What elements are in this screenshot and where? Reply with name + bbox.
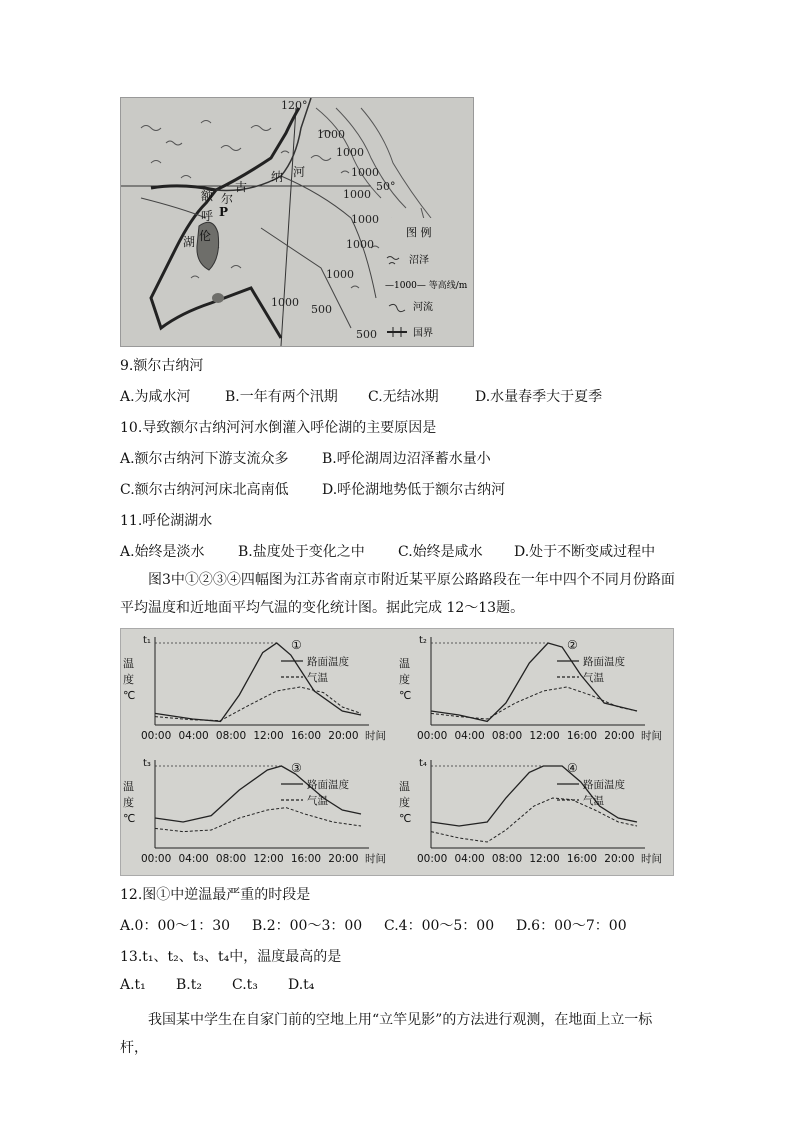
q10-option-c: C.额尔古纳河河床北高南低 (120, 482, 289, 498)
x-tick-label: 04:00 (454, 853, 485, 865)
map-legend (383, 218, 471, 344)
panel-number: ③ (291, 761, 302, 775)
q11-option-d: D.处于不断变咸过程中 (514, 544, 656, 560)
river-char: 河 (293, 165, 306, 179)
x-axis-label: 时间 (365, 730, 386, 742)
q10-option-d: D.呼伦湖地势低于额尔古纳河 (322, 482, 506, 498)
road-temperature-line (155, 643, 361, 721)
x-tick-label: 08:00 (491, 730, 523, 742)
q10-option-b: B.呼伦湖周边沼泽蓄水量小 (322, 451, 491, 467)
y-axis-label: 度 (399, 673, 410, 686)
question-12-stem: 12.图①中逆温最严重的时段是 (120, 887, 311, 903)
q13-option-a: A.t₁ (120, 977, 146, 993)
q13-option-d: D.t₄ (288, 977, 315, 993)
ymark-label: t₂ (419, 635, 427, 646)
contour-label: 1000 (271, 296, 299, 309)
legend-entry: 路面温度 (583, 656, 625, 668)
lake-char: 伦 (199, 229, 212, 243)
panel-number: ④ (567, 761, 578, 775)
contour-label: 1000 (351, 166, 379, 179)
q12-option-a: A.0：00～1：30 (120, 918, 231, 934)
contour-label: 1000 (346, 238, 374, 251)
lake-char: 湖 (183, 235, 196, 249)
river-char: 纳 (271, 170, 284, 184)
y-axis-label: ℃ (399, 812, 412, 825)
air-temperature-line (431, 798, 637, 842)
x-tick-label: 16:00 (290, 730, 322, 742)
legend-title: 图 例 (406, 226, 432, 239)
river-char: 额 (201, 189, 214, 203)
contour-label: 500 (311, 303, 332, 316)
y-axis-label: ℃ (399, 689, 412, 702)
terrain-map-figure (120, 97, 474, 347)
legend-label: 国界 (413, 328, 433, 339)
x-tick-label: 20:00 (604, 853, 635, 865)
latitude-label: 50° (376, 180, 396, 193)
x-tick-label: 12:00 (253, 853, 284, 865)
x-axis-label: 时间 (365, 853, 386, 865)
q9-option-c: C.无结冰期 (368, 389, 439, 405)
question-9-stem: 9.额尔古纳河 (120, 358, 204, 374)
y-axis-label: 度 (123, 673, 134, 686)
y-axis-label: ℃ (123, 689, 136, 702)
x-tick-label: 04:00 (178, 730, 209, 742)
x-tick-label: 16:00 (290, 853, 322, 865)
ymark-label: t₄ (419, 758, 427, 769)
x-tick-label: 16:00 (566, 730, 598, 742)
q12-option-b: B.2：00～3：00 (252, 918, 363, 934)
legend-label: —1000— 等高线/m (385, 281, 468, 291)
figure-3-intro: 图3中①②③④四幅图为江苏省南京市附近某平原公路路段在一年中四个不同月份路面平均温度和近地面平均气温的变化统计图。据此完成 12～13题。 (120, 572, 675, 616)
x-tick-label: 04:00 (178, 853, 209, 865)
ymark-label: t₃ (143, 758, 151, 769)
x-axis-label: 时间 (641, 730, 662, 742)
river-char: 尔 (221, 192, 234, 206)
panel-number: ① (291, 638, 302, 652)
x-tick-label: 08:00 (215, 853, 247, 865)
temperature-charts-figure (120, 628, 674, 876)
legend-label: 沼泽 (409, 255, 429, 266)
y-axis-label: 度 (123, 796, 134, 809)
x-tick-label: 04:00 (454, 730, 485, 742)
map-canvas (121, 98, 473, 346)
question-11-stem: 11.呼伦湖湖水 (120, 513, 213, 529)
q9-option-b: B.一年有两个汛期 (225, 389, 338, 405)
legend-label: 河流 (413, 302, 433, 313)
y-axis-label: 温 (123, 780, 134, 793)
ymark-label: t₁ (143, 635, 151, 646)
road-temperature-line (155, 766, 361, 822)
x-tick-label: 08:00 (491, 853, 523, 865)
contour-label: 1000 (351, 213, 379, 226)
y-axis-label: ℃ (123, 812, 136, 825)
legend-entry: 气温 (307, 795, 328, 807)
legend-entry: 路面温度 (307, 779, 349, 791)
river-char: 古 (235, 180, 248, 194)
contour-label: 1000 (317, 128, 345, 141)
x-tick-label: 08:00 (215, 730, 247, 742)
q12-option-c: C.4：00～5：00 (384, 918, 495, 934)
temperature-charts-svg (121, 629, 673, 875)
x-tick-label: 20:00 (604, 730, 635, 742)
x-tick-label: 00:00 (141, 730, 172, 742)
x-axis-label: 时间 (641, 853, 662, 865)
contour-label: 1000 (326, 268, 354, 281)
q9-option-a: A.为咸水河 (120, 389, 191, 405)
lake-char: 呼 (201, 209, 214, 223)
contour-label: 1000 (343, 188, 371, 201)
road-temperature-line (431, 766, 637, 826)
x-tick-label: 00:00 (417, 730, 448, 742)
x-tick-label: 12:00 (529, 730, 560, 742)
x-tick-label: 20:00 (328, 853, 359, 865)
legend-entry: 路面温度 (583, 779, 625, 791)
q11-option-a: A.始终是淡水 (120, 544, 205, 560)
y-axis-label: 温 (123, 657, 134, 670)
question-10-stem: 10.导致额尔古纳河河水倒灌入呼伦湖的主要原因是 (120, 420, 437, 436)
legend-entry: 气温 (307, 672, 328, 684)
q12-option-d: D.6：00～7：00 (516, 918, 627, 934)
y-axis-label: 温 (399, 657, 410, 670)
q9-option-d: D.水量春季大于夏季 (475, 389, 603, 405)
x-tick-label: 16:00 (566, 853, 598, 865)
air-temperature-line (155, 808, 361, 832)
legend-entry: 气温 (583, 672, 604, 684)
x-tick-label: 12:00 (529, 853, 560, 865)
longitude-label: 120° (281, 99, 308, 112)
q13-option-c: C.t₃ (232, 977, 258, 993)
contour-label: 1000 (336, 146, 364, 159)
y-axis-label: 度 (399, 796, 410, 809)
x-tick-label: 12:00 (253, 730, 284, 742)
q13-option-b: B.t₂ (176, 977, 202, 993)
air-temperature-line (155, 687, 361, 721)
legend-entry: 路面温度 (307, 656, 349, 668)
x-tick-label: 00:00 (141, 853, 172, 865)
contour-label: 500 (356, 328, 377, 341)
q11-option-c: C.始终是咸水 (398, 544, 483, 560)
q11-option-b: B.盐度处于变化之中 (238, 544, 365, 560)
legend-entry: 气温 (583, 795, 604, 807)
road-temperature-line (431, 643, 637, 721)
x-tick-label: 00:00 (417, 853, 448, 865)
y-axis-label: 温 (399, 780, 410, 793)
panel-number: ② (567, 638, 578, 652)
closing-paragraph: 我国某中学生在自家门前的空地上用“立竿见影”的方法进行观测，在地面上立一标杆， (120, 1012, 653, 1056)
point-p-label: P (219, 205, 229, 219)
question-13-stem: 13.t₁、t₂、t₃、t₄中，温度最高的是 (120, 949, 342, 965)
x-tick-label: 20:00 (328, 730, 359, 742)
q10-option-a: A.额尔古纳河下游支流众多 (120, 451, 289, 467)
